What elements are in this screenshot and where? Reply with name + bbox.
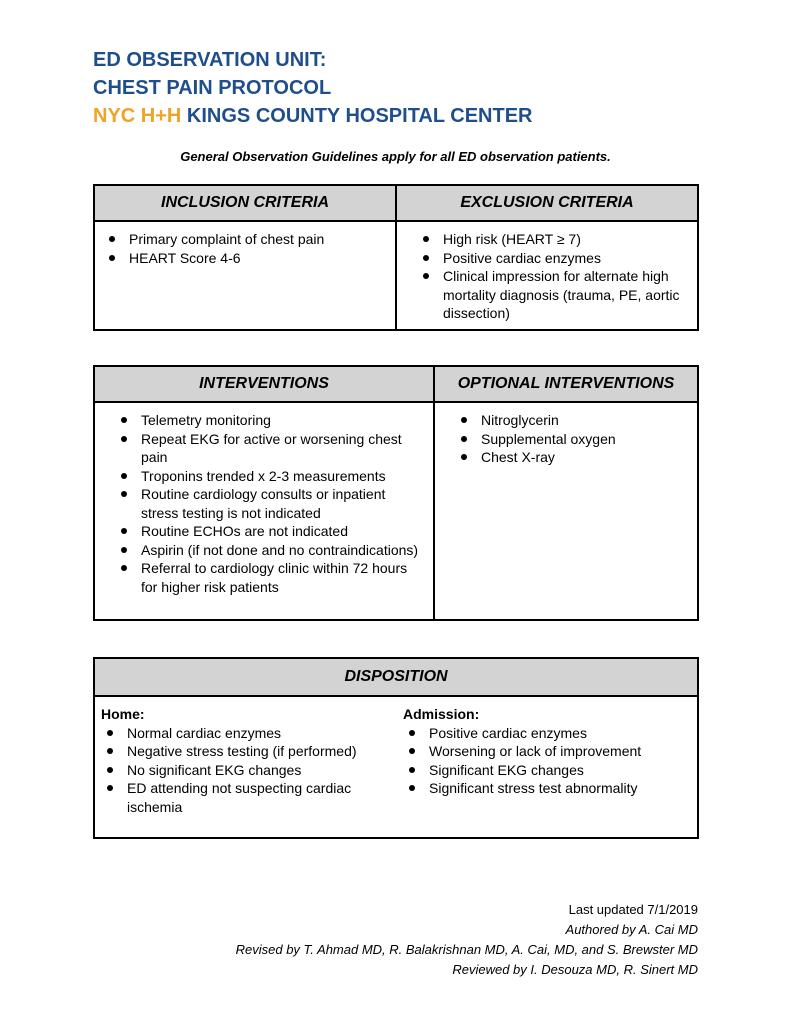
home-cell	[94, 696, 395, 838]
list-item: Referral to cardiology clinic within 72 hours for higher risk patients	[115, 559, 423, 596]
list-item: Primary complaint of chest pain	[103, 230, 387, 249]
optional-interventions-list	[455, 411, 689, 467]
guidelines-note: General Observation Guidelines apply for all ED observation patients.	[180, 149, 611, 164]
revised-by: Revised by T. Ahmad MD, R. Balakrishnan MD, A. Cai, MD, and S. Brewster MD	[235, 942, 698, 957]
document-title	[93, 46, 533, 130]
list-item: Normal cardiac enzymes	[101, 724, 387, 743]
authored-by: Authored by A. Cai MD	[565, 922, 698, 937]
last-updated: Last updated 7/1/2019	[568, 902, 698, 917]
list-item: Routine cardiology consults or inpatient stress testing is not indicated	[115, 485, 423, 522]
reviewed-by: Reviewed by I. Desouza MD, R. Sinert MD	[452, 962, 698, 977]
inclusion-header: INCLUSION CRITERIA	[94, 185, 396, 221]
list-item: Telemetry monitoring	[115, 411, 423, 430]
list-item: High risk (HEART ≥ 7)	[417, 230, 689, 249]
list-item: Significant stress test abnormality	[403, 779, 689, 798]
exclusion-cell	[396, 221, 698, 330]
admission-cell	[395, 696, 698, 838]
disposition-table	[93, 657, 699, 839]
list-item: ED attending not suspecting cardiac ischemia	[101, 779, 387, 816]
interventions-list	[115, 411, 423, 596]
disposition-header: DISPOSITION	[94, 658, 698, 696]
title-line-unit: ED OBSERVATION UNIT:	[93, 49, 327, 71]
interventions-cell	[94, 402, 434, 620]
list-item: Significant EKG changes	[403, 761, 689, 780]
admission-label: Admission:	[403, 706, 480, 722]
list-item: Supplemental oxygen	[455, 430, 689, 449]
list-item: Worsening or lack of improvement	[403, 742, 689, 761]
list-item: Repeat EKG for active or worsening chest pain	[115, 430, 423, 467]
list-item: Chest X-ray	[455, 448, 689, 467]
exclusion-header: EXCLUSION CRITERIA	[396, 185, 698, 221]
list-item: Positive cardiac enzymes	[403, 724, 689, 743]
admission-criteria-list	[403, 724, 689, 798]
inclusion-cell	[94, 221, 396, 330]
org-name: NYC H+H	[93, 105, 182, 127]
home-criteria-list	[101, 724, 387, 817]
list-item: Clinical impression for alternate high mortality diagnosis (trauma, PE, aortic dissection)	[417, 267, 689, 323]
footer	[236, 900, 698, 980]
inclusion-list	[103, 230, 387, 267]
interventions-table	[93, 365, 699, 621]
title-line-protocol: CHEST PAIN PROTOCOL	[93, 77, 332, 99]
optional-interventions-cell	[434, 402, 698, 620]
interventions-header: INTERVENTIONS	[94, 366, 434, 402]
list-item: Routine ECHOs are not indicated	[115, 522, 423, 541]
title-line-hospital	[93, 102, 533, 130]
list-item: Troponins trended x 2-3 measurements	[115, 467, 423, 486]
list-item: Positive cardiac enzymes	[417, 249, 689, 268]
list-item: Negative stress testing (if performed)	[101, 742, 387, 761]
exclusion-list	[417, 230, 689, 323]
list-item: No significant EKG changes	[101, 761, 387, 780]
criteria-table	[93, 184, 699, 331]
home-label: Home:	[101, 706, 145, 722]
list-item: HEART Score 4-6	[103, 249, 387, 268]
optional-interventions-header: OPTIONAL INTERVENTIONS	[434, 366, 698, 402]
hospital-name: KINGS COUNTY HOSPITAL CENTER	[181, 105, 533, 127]
list-item: Aspirin (if not done and no contraindications)	[115, 541, 423, 560]
list-item: Nitroglycerin	[455, 411, 689, 430]
